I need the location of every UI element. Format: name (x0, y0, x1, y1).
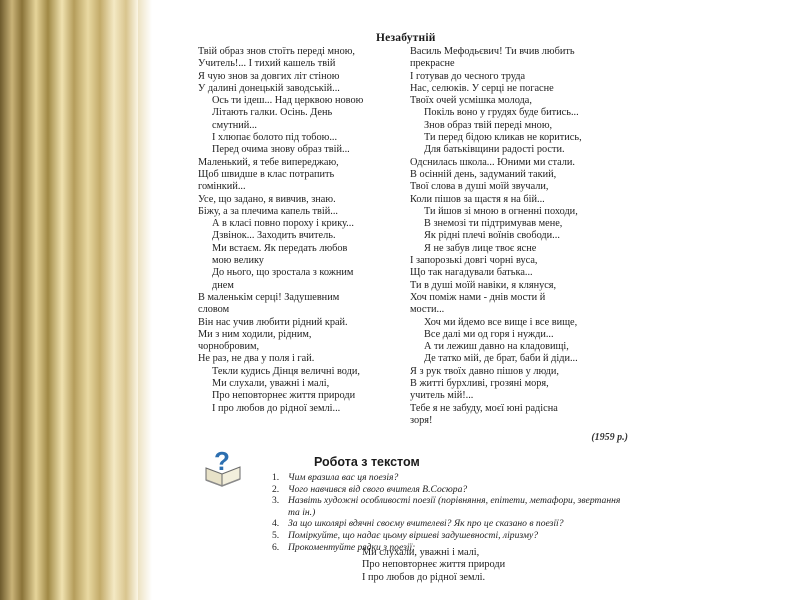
poem-line: Василь Мефодьєвич! Ти вчив любить (410, 46, 575, 57)
poem-line: У далині донецькій заводській... (198, 82, 340, 94)
curtain-decoration (0, 0, 138, 600)
poem-line: Для батьківщини радості рости. (424, 144, 565, 156)
poem-line: Одснилась школа... Юними ми стали. (410, 156, 575, 168)
poem-line: Літають галки. Осінь. День (212, 107, 333, 119)
quote-line: Ми слухали, уважні і малі, (362, 547, 480, 558)
poem-line: прекрасне (410, 58, 455, 70)
poem-line: І хлюпає болото під тобою... (212, 132, 338, 144)
task-item (272, 518, 622, 530)
poem-line: днем (212, 279, 234, 291)
poem-line: мою велику (212, 255, 264, 267)
poem-line: Тебе я не забуду, моєї юні радісна (410, 402, 558, 414)
poem-title: Незабутній (376, 32, 436, 44)
task-text: Чим вразила вас ця поезія? (288, 472, 399, 483)
poem-line: Щоб швидше в клас потрапить (198, 168, 335, 180)
poem-line: Про неповторнеє життя природи (212, 390, 356, 402)
poem-line: А в класі повно пороху і крику... (212, 218, 354, 230)
task-number: 5. (272, 529, 280, 541)
poem-line: Перед очима знову образ твій... (212, 144, 350, 156)
poem-year: (1959 р.) (591, 432, 628, 443)
poem-line: Твої слова в душі моїй звучали, (410, 181, 549, 193)
poem-line: учитель мій!... (410, 390, 474, 402)
poem-line: Він нас учив любити рідний край. (198, 316, 348, 328)
task-number: 2. (272, 483, 280, 495)
poem-line: Твій образ знов стоїть переді мною, (198, 46, 355, 57)
task-text: Прокоментуйте рядки з поезії: (288, 541, 416, 553)
task-number: 6. (272, 541, 280, 553)
poem-line: чорнобровим, (198, 341, 260, 353)
poem-line: Що так нагадували батька... (410, 267, 533, 279)
poem-line: В знемозі ти підтримував мене, (424, 218, 563, 230)
task-list (272, 472, 622, 553)
poem-line: В житті бурхливі, грозяні моря, (410, 378, 549, 390)
poem-line: Я чую знов за довгих літ стіною (198, 70, 340, 82)
poem-line: Маленький, я тебе випереджаю, (198, 156, 339, 168)
task-text: Чого навчився від свого вчителя В.Сосюра? (288, 483, 468, 495)
quote-line: І про любов до рідної землі. (362, 571, 486, 583)
poem-line: В осінній день, задуманий такий, (410, 168, 557, 180)
svg-text:?: ? (214, 446, 230, 476)
poem-line: Я з рук твоїх давно пішов у люди, (410, 365, 559, 377)
poem-line: Ми встаєм. Як передать любов (212, 242, 348, 254)
poem-line: Хоч ми йдемо все вище і все вище, (424, 316, 578, 328)
poem-line: Як рідні плечі воїнів свободи... (424, 230, 560, 242)
poem-line: Біжу, а за плечима капель твій... (198, 205, 338, 217)
poem-line: Коли пішов за щастя я на бій... (410, 193, 545, 205)
poem-line: Ти перед бідою кликав не коритись, (424, 132, 582, 144)
poem-line: Знов образ твій переді мною, (424, 119, 553, 131)
poem-line: Текли кудись Дінця величні води, (212, 365, 360, 377)
poem-line: Усе, що задано, я вивчив, знаю. (198, 193, 336, 205)
task-text: За що школярі вдячні своєму вчителеві? Як про це сказано в поезії? (288, 518, 564, 530)
poem-line: мости... (410, 304, 445, 316)
poem-line: Учитель!... І тихий кашель твій (198, 58, 336, 70)
task-item (272, 484, 622, 496)
poem-line: Ми слухали, уважні і малі, (212, 378, 330, 390)
poem-line: Ти йшов зі мною в огненні походи, (424, 205, 578, 217)
poem-line: смутний... (212, 119, 257, 131)
poem-line: Ось ти ідеш... Над церквою новою (212, 95, 364, 107)
task-number: 3. (272, 495, 280, 507)
poem-line: Ми з ним ходили, рідним, (198, 328, 312, 340)
poem-line: Нас, селюків. У серці не погасне (410, 82, 554, 94)
poem-line: словом (198, 304, 230, 316)
poem-line: І готував до чесного труда (410, 70, 526, 82)
task-text: Назвіть художні особливості поезії (порівняння, епітети, метафори, звертання та ін.) (288, 495, 621, 518)
task-item (272, 472, 622, 484)
poem-line: І запорозькі довгі чорні вуса, (410, 255, 538, 267)
poem-line: Не раз, не два у поля і гай. (198, 353, 315, 365)
task-item (272, 530, 622, 542)
poem-line: До нього, що зростала з кожним (212, 267, 354, 279)
poem-left-column (198, 46, 410, 415)
poem-line: гомінкий... (198, 181, 246, 193)
poem-line: Дзвінок... Заходить вчитель. (212, 230, 336, 242)
poem-line: І про любов до рідної землі... (212, 402, 341, 414)
poem-line: Все далі ми од горя і нужди... (424, 328, 554, 340)
poem-line: Ти в душі моїй навіки, я клянуся, (410, 279, 557, 291)
task-quote (362, 547, 505, 584)
task-number: 1. (272, 472, 280, 483)
poem-line: зоря! (410, 414, 433, 426)
poem-line: Де татко мій, де брат, баби й діди... (424, 353, 578, 365)
question-book-icon (200, 446, 246, 492)
task-section-title: Робота з текстом (314, 455, 420, 469)
poem-line: А ти лежиш давно на кладовищі, (424, 341, 569, 353)
poem-line: Хоч поміж нами - днів мости й (410, 291, 546, 303)
poem-line: Покіль воно у грудях буде битись... (424, 107, 579, 119)
textbook-page (196, 28, 628, 588)
quote-line: Про неповторнеє життя природи (362, 559, 506, 571)
poem-line: В маленькім серці! Задушевним (198, 291, 340, 303)
poem-line: Твоїх очей усмішка молода, (410, 95, 532, 107)
poem-line: Я не забув лице твоє ясне (424, 242, 537, 254)
poem-right-column (410, 46, 626, 427)
task-item (272, 495, 622, 518)
task-number: 4. (272, 518, 280, 530)
task-text: Поміркуйте, що надає цьому віршеві задушевності, ліризму? (288, 529, 539, 541)
